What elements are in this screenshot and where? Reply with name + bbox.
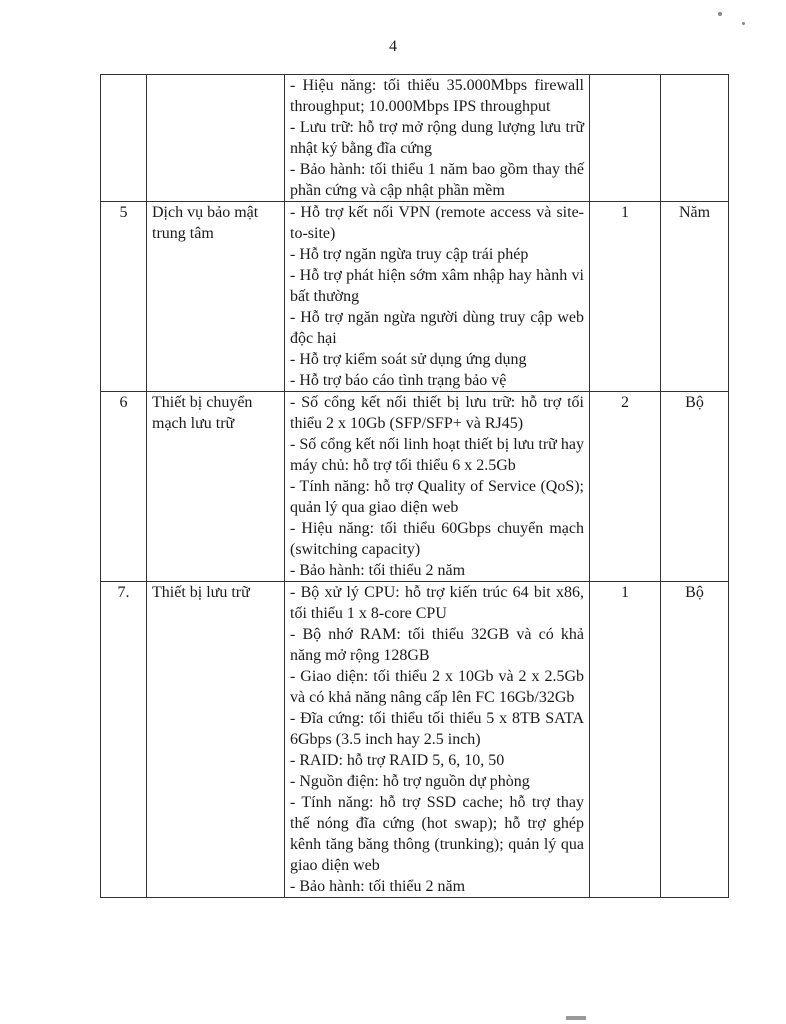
row-number <box>101 75 147 202</box>
spec-line: - Bộ xử lý CPU: hỗ trợ kiến trúc 64 bit x86, tối thiểu 1 x 8-core CPU <box>290 584 584 622</box>
item-name: Thiết bị chuyển mạch lưu trữ <box>147 392 285 582</box>
item-quantity <box>590 75 661 202</box>
item-name <box>147 75 285 202</box>
spec-line: - Hỗ trợ kiểm soát sử dụng ứng dụng <box>290 351 527 368</box>
item-specs <box>285 202 590 392</box>
scan-mark <box>566 1016 586 1020</box>
scan-speck <box>718 12 722 16</box>
spec-line: - Hỗ trợ ngăn ngừa truy cập trái phép <box>290 246 529 263</box>
page-number: 4 <box>389 38 397 55</box>
spec-line: - Hỗ trợ ngăn ngừa người dùng truy cập web độc hại <box>290 309 584 347</box>
spec-line: - Bộ nhớ RAM: tối thiểu 32GB và có khả năng mở rộng 128GB <box>290 626 584 664</box>
spec-line: - Lưu trữ: hỗ trợ mở rộng dung lượng lưu trữ nhật ký bằng đĩa cứng <box>290 119 584 157</box>
spec-line: - Hỗ trợ báo cáo tình trạng bảo vệ <box>290 372 507 389</box>
spec-line: - Bảo hành: tối thiểu 2 năm <box>290 878 466 895</box>
item-unit: Bộ <box>661 582 729 898</box>
spec-line: - Nguồn điện: hỗ trợ nguồn dự phòng <box>290 773 530 790</box>
table-row <box>101 75 729 202</box>
spec-line: - Hỗ trợ kết nối VPN (remote access và site-to-site) <box>290 204 584 242</box>
item-quantity: 2 <box>590 392 661 582</box>
item-name: Dịch vụ bảo mật trung tâm <box>147 202 285 392</box>
spec-line: - Giao diện: tối thiểu 2 x 10Gb và 2 x 2.5Gb và có khả năng nâng cấp lên FC 16Gb/32Gb <box>290 668 584 706</box>
table-row <box>101 582 729 898</box>
row-number: 6 <box>101 392 147 582</box>
item-specs <box>285 75 590 202</box>
item-unit <box>661 75 729 202</box>
spec-line: - Đĩa cứng: tối thiểu tối thiểu 5 x 8TB SATA 6Gbps (3.5 inch hay 2.5 inch) <box>290 710 584 748</box>
spec-line: - Tính năng: hỗ trợ SSD cache; hỗ trợ thay thế nóng đĩa cứng (hot swap); hỗ trợ ghép kênh tăng băng thông (trunking); quản lý qua giao diện web <box>290 794 584 874</box>
item-specs <box>285 392 590 582</box>
row-number: 7. <box>101 582 147 898</box>
spec-line: - Bảo hành: tối thiểu 2 năm <box>290 562 466 579</box>
spec-line: - RAID: hỗ trợ RAID 5, 6, 10, 50 <box>290 752 505 769</box>
table-row <box>101 202 729 392</box>
item-unit: Bộ <box>661 392 729 582</box>
item-name: Thiết bị lưu trữ <box>147 582 285 898</box>
spec-line: - Tính năng: hỗ trợ Quality of Service (QoS); quản lý qua giao diện web <box>290 478 584 516</box>
spec-line: - Hiệu năng: tối thiểu 35.000Mbps firewall throughput; 10.000Mbps IPS throughput <box>290 77 584 115</box>
spec-line: - Số cổng kết nối thiết bị lưu trữ: hỗ trợ tối thiểu 2 x 10Gb (SFP/SFP+ và RJ45) <box>290 394 584 432</box>
spec-line: - Bảo hành: tối thiểu 1 năm bao gồm thay thế phần cứng và cập nhật phần mềm <box>290 161 584 199</box>
spec-table <box>100 74 729 898</box>
item-quantity: 1 <box>590 582 661 898</box>
table-row <box>101 392 729 582</box>
item-unit: Năm <box>661 202 729 392</box>
spec-line: - Hỗ trợ phát hiện sớm xâm nhập hay hành vi bất thường <box>290 267 584 305</box>
item-specs <box>285 582 590 898</box>
spec-line: - Số cổng kết nối linh hoạt thiết bị lưu trữ hay máy chủ: hỗ trợ tối thiểu 6 x 2.5Gb <box>290 436 584 474</box>
row-number: 5 <box>101 202 147 392</box>
spec-line: - Hiệu năng: tối thiểu 60Gbps chuyển mạch (switching capacity) <box>290 520 584 558</box>
item-quantity: 1 <box>590 202 661 392</box>
scan-speck <box>742 22 745 25</box>
